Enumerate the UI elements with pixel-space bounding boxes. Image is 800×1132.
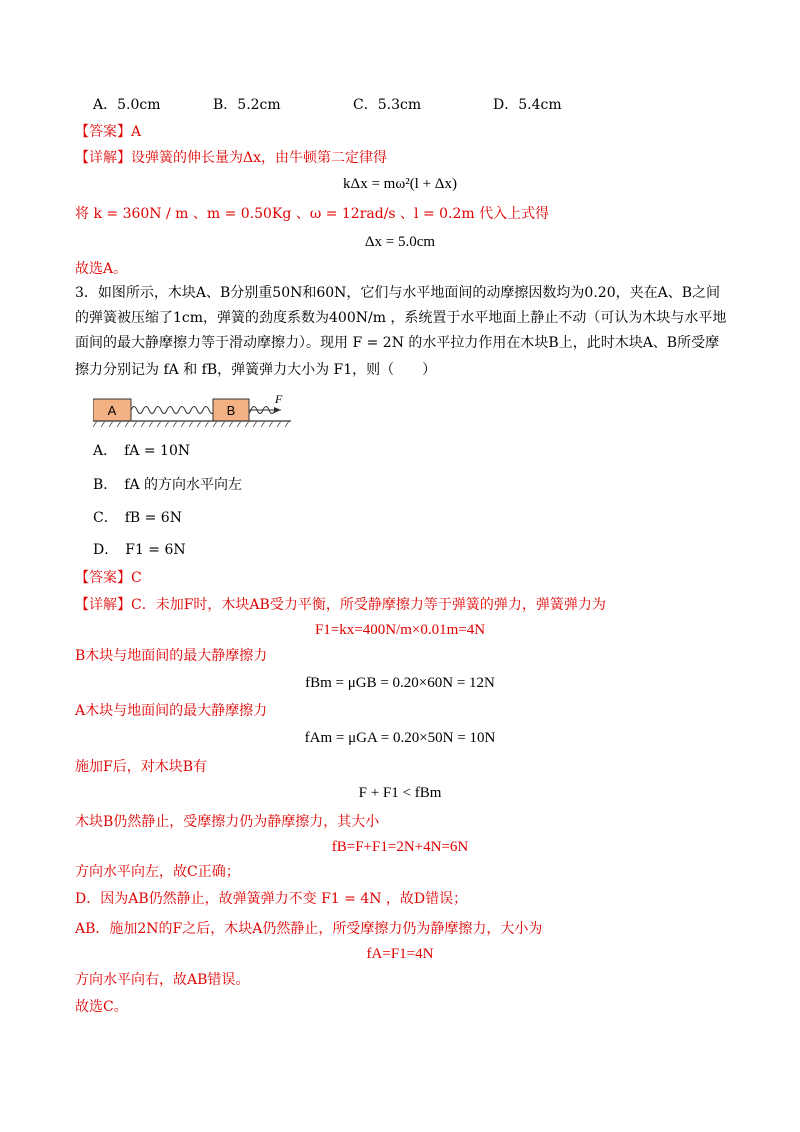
- q2-equation-1: kΔx = mω²(l + Δx): [343, 176, 457, 192]
- q3-equation-fa: fA=F1=4N: [366, 946, 434, 962]
- answer-value: A: [131, 124, 142, 140]
- q3-detail-line-8: AB．施加2N的F之后，木块A仍然静止，所受摩擦力仍为静摩擦力，大小为: [75, 921, 543, 937]
- q3-inequality: F + F1 < fBm: [358, 785, 442, 801]
- q3-option-a: A． fA = 10N: [93, 443, 191, 459]
- q3-stem-line-2: 的弹簧被压缩了1cm，弹簧的劲度系数为400N/m ，系统置于水平地面上静止不动（可认为木块与水平地: [75, 310, 727, 326]
- q3-equation-spring-force: F1=kx=400N/m×0.01m=4N: [314, 622, 486, 638]
- q3-stem-line-3: 面间的最大静摩擦力等于滑动摩擦力）。现用 F = 2N 的水平拉力作用在木块B上，此时木块A、B所受摩: [75, 335, 720, 351]
- q2-detail: [75, 148, 387, 168]
- detail-label: 【详解】: [75, 597, 131, 613]
- block-a-label: A: [107, 403, 117, 418]
- answer-label: 【答案】: [75, 124, 131, 140]
- q3-detail: [75, 595, 606, 615]
- detail-text: 设弹簧的伸长量为Δx，由牛顿第二定律得: [131, 150, 388, 166]
- force-label: F: [275, 395, 283, 406]
- q3-stem-line-1: 3．如图所示，木块A、B分别重50N和60N，它们与水平地面间的动摩擦因数均为0.20，夹在A、B之间: [75, 285, 721, 301]
- force-arrowhead: [274, 407, 281, 413]
- q2-option-c: C．5.3cm: [353, 97, 422, 113]
- q2-answer: [75, 122, 141, 142]
- block-b-label: B: [226, 403, 236, 418]
- q3-stem-line-4: 擦力分别记为 fA 和 fB，弹簧弹力大小为 F1，则（ ）: [75, 362, 437, 378]
- q3-option-d: D． F1 = 6N: [93, 542, 186, 558]
- q2-conclusion: 故选A。: [75, 261, 128, 277]
- q3-detail-line-5: 木块B仍然静止，受摩擦力仍为静摩擦力，其大小: [75, 814, 380, 830]
- q3-answer: [75, 568, 142, 588]
- answer-value: C: [131, 570, 142, 586]
- q3-detail-line-2: B木块与地面间的最大静摩擦力: [75, 648, 268, 664]
- spring-block-diagram: [93, 395, 293, 429]
- q2-substitution-line: 将 k = 360N / m 、m = 0.50Kg 、ω = 12rad/s 、l = 0.2m 代入上式得: [75, 206, 550, 222]
- q2-equation-2: Δx = 5.0cm: [364, 234, 436, 250]
- q3-equation-fbm: fBm = μGB = 0.20×60N = 12N: [305, 675, 495, 691]
- q2-option-a: A．5.0cm: [93, 97, 161, 113]
- ground-hatching: [93, 421, 289, 427]
- q3-option-b: B． fA 的方向水平向左: [93, 477, 243, 493]
- q3-equation-fb: fB=F+F1=2N+4N=6N: [331, 839, 469, 855]
- q3-option-c: C． fB = 6N: [93, 510, 182, 526]
- q2-option-b: B．5.2cm: [213, 97, 281, 113]
- q2-option-d: D．5.4cm: [493, 97, 562, 113]
- q3-detail-line-6: 方向水平向左，故C正确；: [75, 864, 240, 880]
- detail-line-1: C．未加F时，木块AB受力平衡，所受静摩擦力等于弹簧的弹力，弹簧弹力为: [131, 597, 606, 613]
- answer-label: 【答案】: [75, 570, 131, 586]
- q3-detail-line-9: 方向水平向右，故AB错误。: [75, 972, 250, 988]
- q3-detail-line-4: 施加F后，对木块B有: [75, 759, 208, 775]
- detail-label: 【详解】: [75, 150, 131, 166]
- q3-conclusion: 故选C。: [75, 999, 128, 1015]
- q3-detail-line-3: A木块与地面间的最大静摩擦力: [75, 703, 268, 719]
- q3-detail-line-7: D．因为AB仍然静止，故弹簧弹力不变 F1 = 4N ，故D错误；: [75, 891, 468, 907]
- q3-equation-fam: fAm = μGA = 0.20×50N = 10N: [304, 730, 496, 746]
